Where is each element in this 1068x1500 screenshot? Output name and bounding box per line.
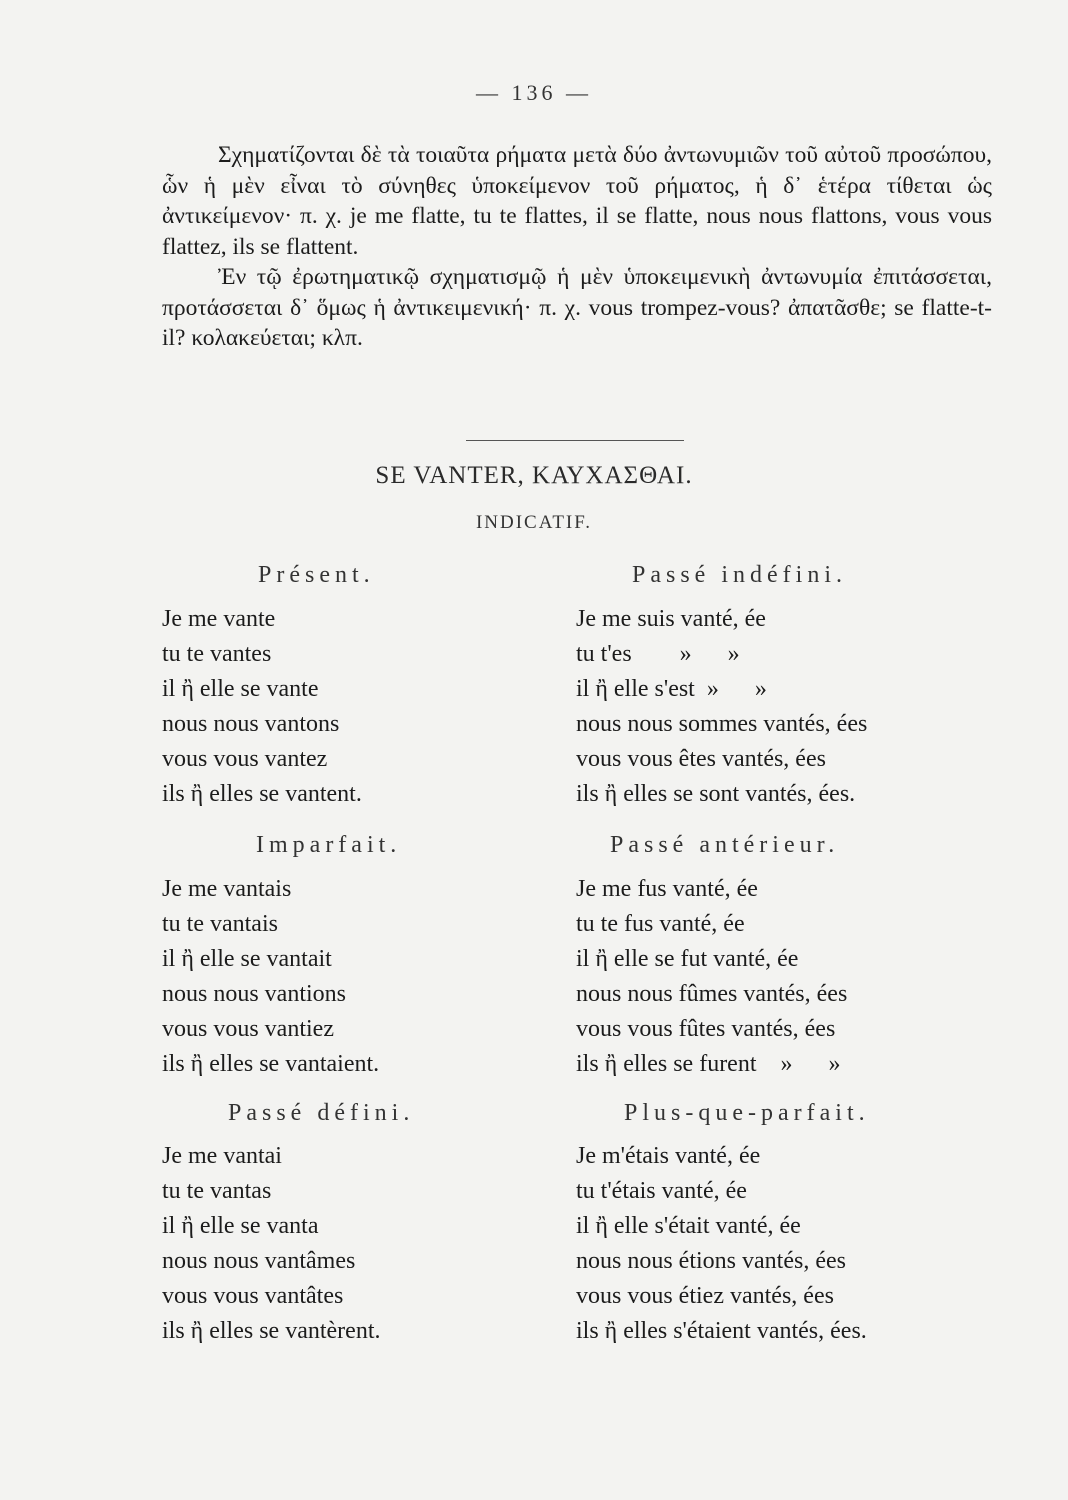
conjugation-line: il ἢ elle s'est » » — [576, 676, 767, 702]
conjugation-line: tu te fus vanté, ée — [576, 911, 745, 937]
conjugation-line: il ἢ elle se vantait — [162, 946, 332, 972]
conjugation-line: vous vous vantiez — [162, 1016, 334, 1042]
conjugation-passe-defini — [162, 1139, 380, 1349]
conjugation-present — [162, 602, 362, 812]
conjugation-line: nous nous étions vantés, ées — [576, 1248, 846, 1274]
conjugation-line: nous nous fûmes vantés, ées — [576, 981, 848, 1007]
conjugation-line: Je me vante — [162, 606, 276, 632]
conjugation-line: il ἢ elle se fut vanté, ée — [576, 946, 799, 972]
conjugation-line: nous nous vantions — [162, 981, 347, 1007]
conjugation-line: ils ἢ elles s'étaient vantés, ées. — [576, 1318, 867, 1344]
intro-paragraph-2: Ἐν τῷ ἐρωτηματικῷ σχηματισμῷ ἡ μὲν ὑποκειμενικὴ ἀντωνυμία ἐπιτάσσεται, προτάσσεται δ᾽ ὅμως ἡ ἀντικειμενική· π. χ. vous trompez-vous? ἀπατᾶσθε; se flatte-t-il? κολακεύεται; κλπ. — [162, 264, 992, 351]
page-number: — 136 — — [476, 80, 592, 105]
conjugation-line: tu te vantais — [162, 911, 278, 937]
conjugation-line: tu t'es » » — [576, 641, 740, 667]
section-divider — [466, 440, 684, 441]
conjugation-line: ils ἢ elles se sont vantés, ées. — [576, 781, 856, 807]
conjugation-line: nous nous sommes vantés, ées — [576, 711, 868, 737]
tense-heading-passe-defini: Passé défini. — [228, 1100, 415, 1126]
tense-heading-plus-que-parfait: Plus-que-parfait. — [624, 1100, 870, 1126]
tense-heading-imparfait: Imparfait. — [256, 832, 402, 858]
conjugation-line: ils ἢ elles se vantent. — [162, 781, 362, 807]
mood-heading: INDICATIF. — [475, 512, 593, 533]
conjugation-line: Je me fus vanté, ée — [576, 876, 758, 902]
tense-heading-passe-anterieur: Passé antérieur. — [610, 832, 840, 858]
conjugation-line: il ἢ elle s'était vanté, ée — [576, 1213, 801, 1239]
conjugation-plus-que-parfait — [576, 1139, 867, 1349]
tense-heading-present: Présent. — [258, 562, 375, 588]
conjugation-imparfait — [162, 872, 379, 1082]
conjugation-line: tu te vantas — [162, 1178, 272, 1204]
conjugation-line: ils ἢ elles se vantaient. — [162, 1051, 380, 1077]
conjugation-line: ils ἢ elles se furent » » — [576, 1051, 841, 1077]
conjugation-line: ils ἢ elles se vantèrent. — [162, 1318, 381, 1344]
conjugation-line: Je me vantais — [162, 876, 292, 902]
conjugation-line: il ἢ elle se vante — [162, 676, 319, 702]
conjugation-line: Je me vantai — [162, 1143, 282, 1169]
conjugation-line: Je me suis vanté, ée — [576, 606, 766, 632]
conjugation-line: il ἢ elle se vanta — [162, 1213, 319, 1239]
conjugation-line: nous nous vantons — [162, 711, 340, 737]
conjugation-line: tu t'étais vanté, ée — [576, 1178, 747, 1204]
conjugation-line: vous vous êtes vantés, ées — [576, 746, 826, 772]
conjugation-passe-anterieur — [576, 872, 847, 1082]
verb-title: SE VANTER, ΚΑΥΧΑΣΘΑΙ. — [375, 462, 693, 489]
intro-text — [162, 140, 992, 354]
conjugation-passe-indefini — [576, 602, 867, 812]
conjugation-line: nous nous vantâmes — [162, 1248, 356, 1274]
conjugation-line: vous vous fûtes vantés, ées — [576, 1016, 836, 1042]
tense-heading-passe-indefini: Passé indéfini. — [632, 562, 847, 588]
intro-paragraph-1: Σχηματίζονται δὲ τὰ τοιαῦτα ρήματα μετὰ δύο ἀντωνυμιῶν τοῦ αὐτοῦ προσώπου, ὧν ἡ μὲν εἶναι τὸ σύνηθες ὑποκείμενον τοῦ ρήματος, ἡ δ᾽ ἑτέρα τίθεται ὡς ἀντικείμενον· π. χ. je me flatte, tu te flattes, il se flatte, nous nous flattons, vous vous flattez, ils se flattent. — [162, 142, 992, 260]
conjugation-line: vous vous étiez vantés, ées — [576, 1283, 834, 1309]
conjugation-line: vous vous vantez — [162, 746, 328, 772]
conjugation-line: Je m'étais vanté, ée — [576, 1143, 761, 1169]
conjugation-line: tu te vantes — [162, 641, 272, 667]
conjugation-line: vous vous vantâtes — [162, 1283, 344, 1309]
